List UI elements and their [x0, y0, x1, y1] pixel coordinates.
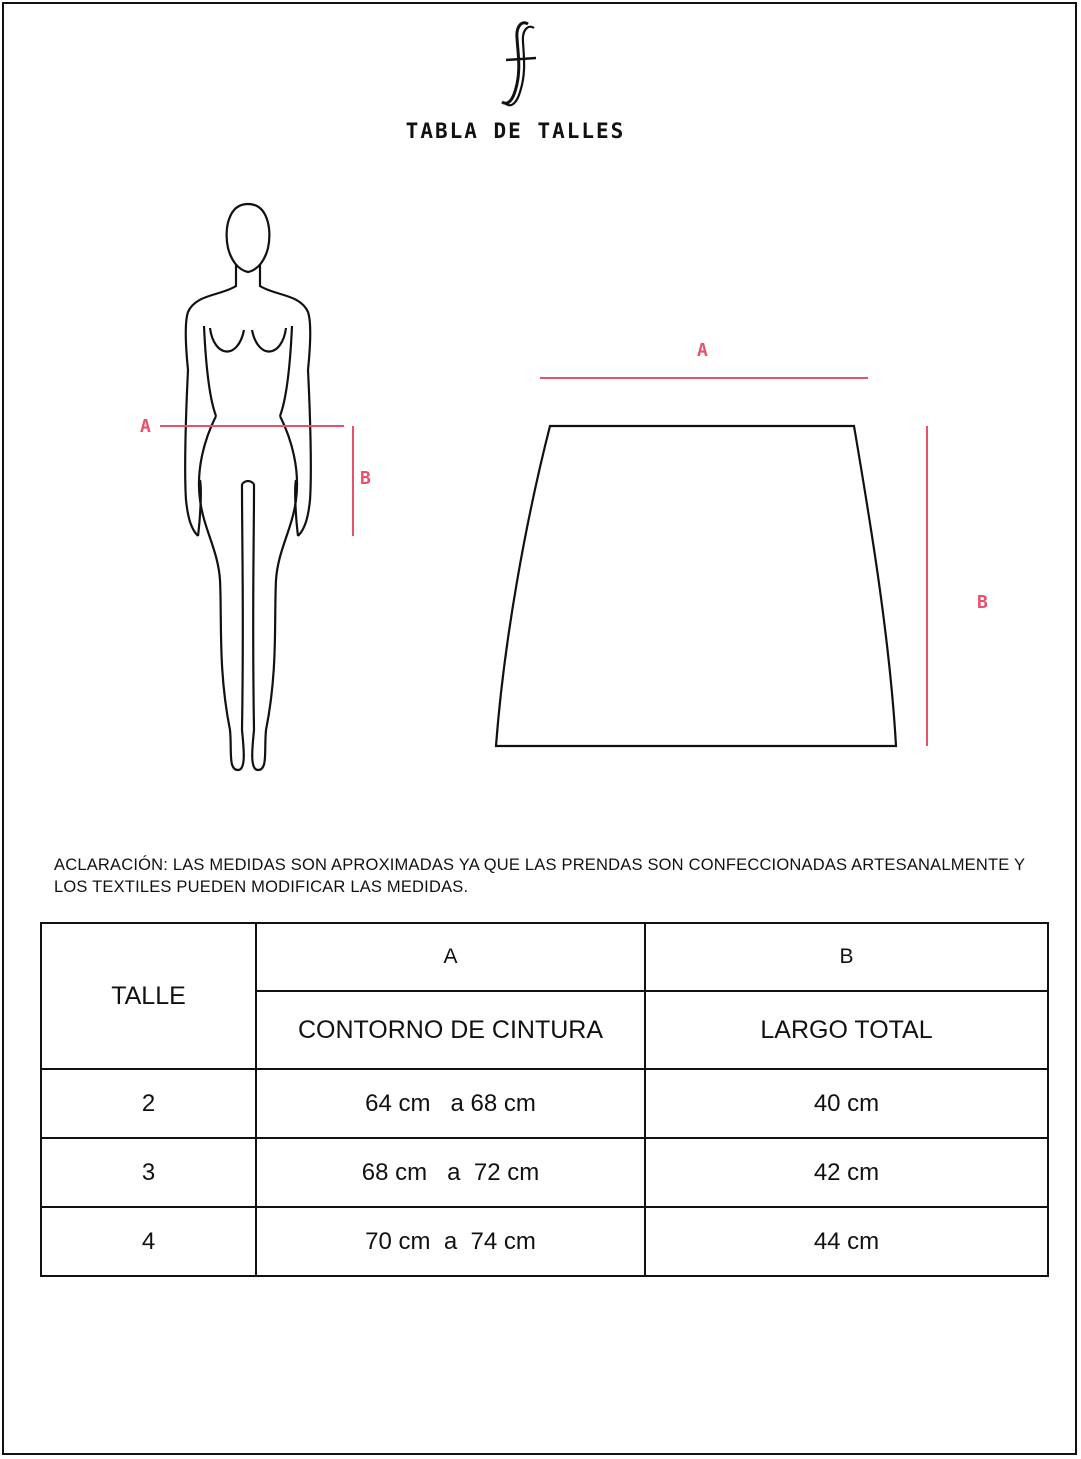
col-a-name: CONTORNO DE CINTURA	[256, 991, 645, 1069]
row-b: 44 cm	[645, 1207, 1048, 1276]
table-row	[41, 1069, 1048, 1138]
col-a-letter: A	[256, 923, 645, 991]
row-talle: 2	[41, 1069, 256, 1138]
body-diagram	[120, 190, 400, 790]
skirt-label-a: A	[697, 340, 708, 361]
figure-label-b: B	[360, 468, 371, 489]
col-b-name: LARGO TOTAL	[645, 991, 1048, 1069]
disclaimer-note: ACLARACIÓN: LAS MEDIDAS SON APROXIMADAS YA QUE LAS PRENDAS SON CONFECCIONADAS ARTESANALMENTE Y LOS TEXTILES PUEDEN MODIFICAR LAS MEDIDAS.	[54, 856, 1025, 896]
size-table	[40, 922, 1049, 1277]
skirt-label-b: B	[977, 592, 988, 613]
col-b-letter: B	[645, 923, 1048, 991]
table-row	[41, 1138, 1048, 1207]
figure-label-a: A	[140, 416, 151, 437]
row-a: 68 cm a 72 cm	[256, 1138, 645, 1207]
row-talle: 3	[41, 1138, 256, 1207]
row-talle: 4	[41, 1207, 256, 1276]
table-row	[41, 1207, 1048, 1276]
brand-logo	[488, 18, 548, 110]
row-a: 64 cm a 68 cm	[256, 1069, 645, 1138]
row-b: 42 cm	[645, 1138, 1048, 1207]
row-b: 40 cm	[645, 1069, 1048, 1138]
page-title: TABLA DE TALLES	[405, 119, 626, 143]
row-a: 70 cm a 74 cm	[256, 1207, 645, 1276]
skirt-diagram	[470, 320, 1030, 770]
talle-header: TALLE	[41, 923, 256, 1069]
